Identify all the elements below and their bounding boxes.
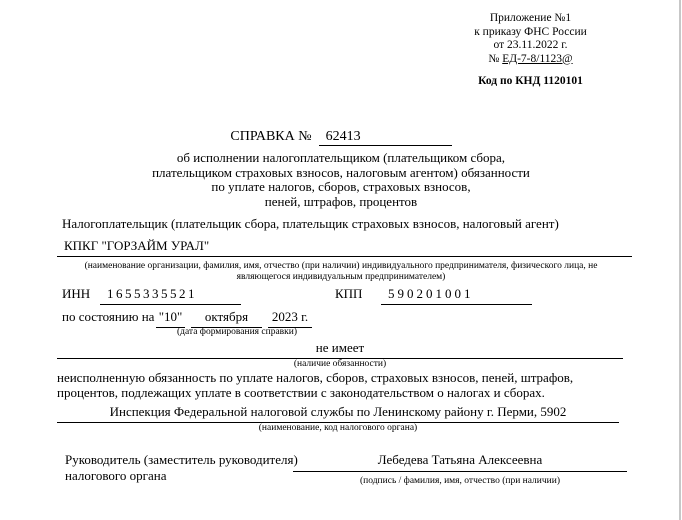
as-of-month: октября [191, 309, 262, 328]
subtitle-line-1: об исполнении налогоплательщиком (плательщиком сбора, [176, 150, 506, 165]
appendix-line: Приложение №1 [489, 12, 572, 24]
regulatory-header [423, 12, 638, 89]
signatory-role-line-1: Руководитель (заместитель руководителя) [65, 452, 298, 467]
as-of-year: 2023 г. [268, 309, 312, 328]
as-of-caption: (дата формирования справки) [176, 327, 298, 337]
subtitle-line-3: по уплате налогов, сборов, страховых взносов, [211, 179, 471, 195]
subtitle-line-2: плательщиком страховых взносов, налоговым агентом) обязанности [152, 164, 530, 180]
taxpayer-name: КПКГ "ГОРЗАЙМ УРАЛ" [57, 238, 632, 257]
inn-value: 1655335521 [100, 286, 241, 305]
kpp-label: КПП [335, 286, 363, 301]
inn-label: ИНН [62, 286, 91, 301]
tax-authority-caption: (наименование, код налогового органа) [258, 423, 418, 433]
obligation-status-caption: (наличие обязанности) [293, 359, 387, 369]
obligation-status: не имеет [57, 340, 623, 359]
order-number-prefix: № [488, 52, 503, 65]
certificate-title-label: СПРАВКА № [230, 129, 312, 144]
certificate-subtitle [0, 151, 682, 209]
order-number-line [423, 53, 638, 67]
signatory-name: Лебедева Татьяна Алексеевна [293, 452, 627, 472]
signatory-role [65, 452, 298, 483]
obligation-paragraph: неисполненную обязанность по уплате налогов, сборов, страховых взносов, пеней, штрафов, процентов, подлежащих уплате в соответствии с законодательством о налогах и сборах. [57, 370, 574, 400]
taxpayer-label: Налогоплательщик (плательщик сбора, плательщик страховых взносов, налоговый агент) [62, 216, 559, 231]
kpp-value: 590201001 [381, 286, 532, 305]
as-of-day: "10" [156, 309, 185, 328]
signatory-role-line-2: налогового органа [65, 467, 167, 483]
subtitle-line-4: пеней, штрафов, процентов [264, 193, 418, 209]
taxpayer-caption: (наименование организации, фамилия, имя, отчество (при наличии) индивидуального предпринимателя, физического лица, не являющегося индивидуальным предпринимателем) [84, 261, 598, 282]
knd-code: Код по КНД 1120101 [478, 75, 583, 87]
certificate-number: 62413 [319, 129, 452, 146]
as-of-label: по состоянию на [62, 309, 155, 324]
order-line: к приказу ФНС России [474, 25, 587, 38]
certificate-title [0, 129, 682, 146]
tax-authority-name: Инспекция Федеральной налоговой службы по Ленинскому району г. Перми, 5902 [57, 404, 619, 423]
signature-caption: (подпись / фамилия, имя, отчество (при наличии) [360, 476, 560, 486]
order-number-value: ЕД-7-8/1123@ [502, 52, 573, 65]
order-date-line: от 23.11.2022 г. [493, 39, 568, 51]
page-right-edge [679, 0, 681, 520]
